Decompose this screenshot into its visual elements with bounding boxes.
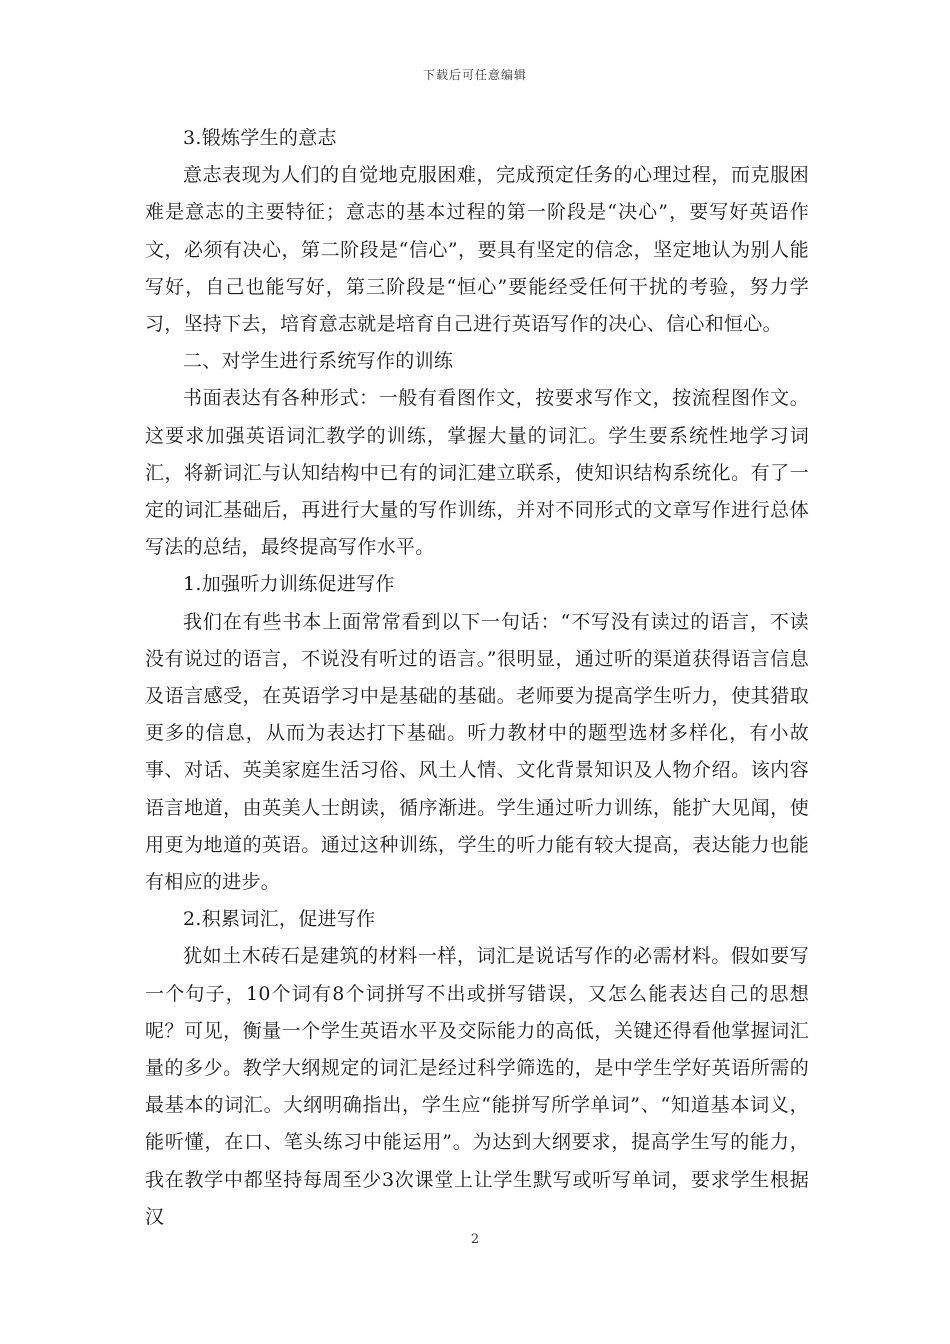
paragraph-will: 意志表现为人们的自觉地克服困难，完成预定任务的心理过程，而克服困难是意志的主要特征；意志的基本过程的第一阶段是“决心”，要写好英语作文，必须有决心，第二阶段是“信心”，要具有坚定的信念，坚定地认为别人能写好，自己也能写好，第三阶段是“恒心”要能经受任何干扰的考验，努力学习，坚持下去，培育意志就是培育自己进行英语写作的决心、信心和恒心。 [145, 164, 809, 336]
document-body [145, 120, 809, 1236]
page-number: 2 [470, 1232, 480, 1247]
section-heading-vocabulary: 2.积累词汇，促进写作 [183, 908, 376, 931]
section-heading-listening: 1.加强听力训练促进写作 [183, 573, 395, 596]
section-heading-writing-training: 二、对学生进行系统写作的训练 [183, 350, 454, 373]
paragraph-listening: 我们在有些书本上面常常看到以下一句话：“不写没有读过的语言，不读没有说过的语言，不说没有听过的语言。”很明显，通过听的渠道获得语言信息及语言感受，在英语学习中是基础的基础。老师要为提高学生听力，使其猎取更多的信息，从而为表达打下基础。听力教材中的题型选材多样化，有小故事、对话、英美家庭生活习俗、风土人情、文化背景知识及人物介绍。该内容语言地道，由英美人士朗读，循序渐进。学生通过听力训练，能扩大见闻，使用更为地道的英语。通过这种训练，学生的听力能有较大提高，表达能力也能有相应的进步。 [145, 610, 809, 894]
page-header: 下载后可任意编辑 [422, 68, 527, 82]
paragraph-vocabulary: 犹如土木砖石是建筑的材料一样，词汇是说话写作的必需材料。假如要写一个句子，10个词有8个词拼写不出或拼写错误，又怎么能表达自己的思想呢？可见，衡量一个学生英语水平及交际能力的高低，关键还得看他掌握词汇量的多少。教学大纲规定的词汇是经过科学筛选的，是中学生学好英语所需的最基本的词汇。大纲明确指出，学生应“能拼写所学单词”、“知道基本词义，能听懂，在口、笔头练习中能运用”。为达到大纲要求，提高学生写的能力，我在教学中都坚持每周至少3次课堂上让学生默写或听写单词，要求学生根据汉 [145, 945, 809, 1228]
paragraph-written-expression: 书面表达有各种形式：一般有看图作文，按要求写作文，按流程图作文。这要求加强英语词汇教学的训练，掌握大量的词汇。学生要系统性地学习词汇，将新词汇与认知结构中已有的词汇建立联系，使知识结构系统化。有了一定的词汇基础后，再进行大量的写作训练，并对不同形式的文章写作进行总体写法的总结，最终提高写作水平。 [145, 387, 809, 559]
section-heading-will-training: 3.锻炼学生的意志 [183, 127, 337, 149]
